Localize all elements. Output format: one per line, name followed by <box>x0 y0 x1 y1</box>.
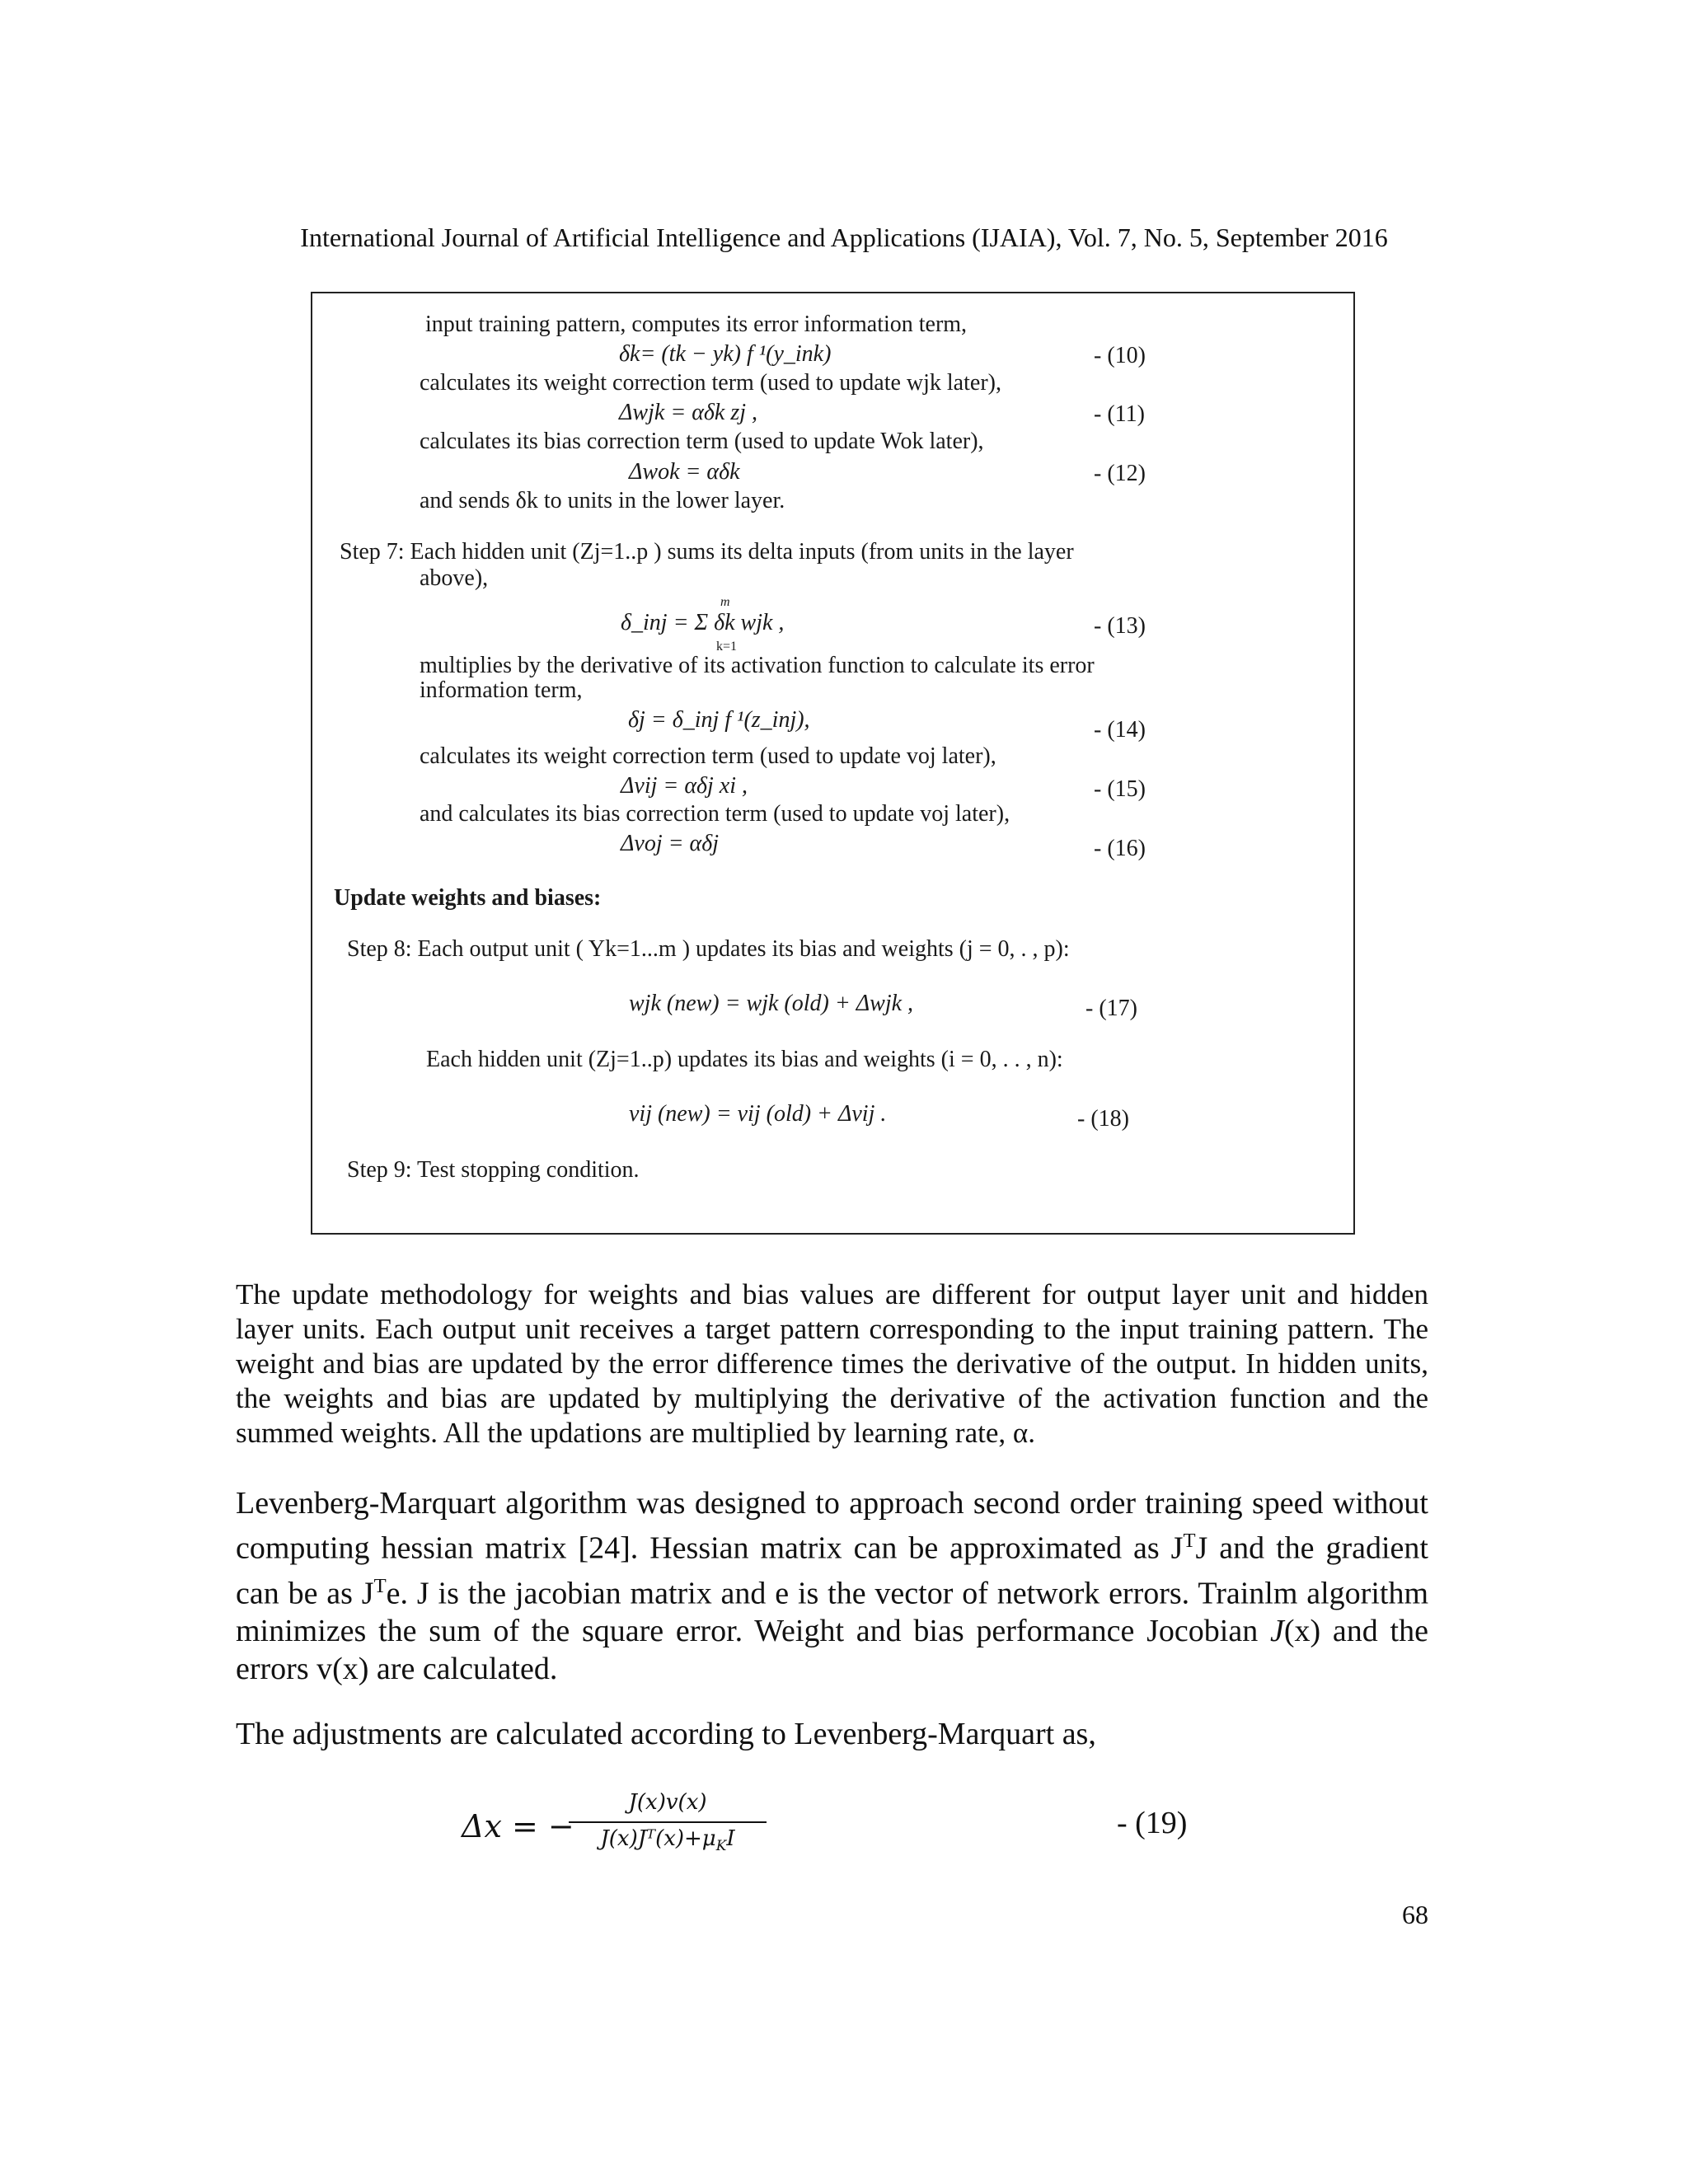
equation-number: - (13) <box>1094 613 1146 639</box>
algo-line: calculates its weight correction term (used to update wjk later), <box>420 370 1001 396</box>
equation-10: δk= (tk − yk) f ¹(y_ink) <box>619 341 832 367</box>
journal-header: International Journal of Artificial Intelligence and Applications (IJAIA), Vol. 7, No. 5, September 2016 <box>300 223 1388 252</box>
fraction-numerator: J(x)v(x) <box>628 1790 707 1815</box>
equation-15: Δvij = αδj xi , <box>621 773 748 799</box>
equation-number: - (15) <box>1094 776 1146 802</box>
sum-upper-limit: m <box>720 595 730 609</box>
algo-line: calculates its bias correction term (used to update Wok later), <box>420 429 984 454</box>
equation-number: - (10) <box>1094 343 1146 368</box>
step-9: Step 9: Test stopping condition. <box>347 1157 640 1183</box>
equation-number: - (14) <box>1094 717 1146 743</box>
page-number: 68 <box>1402 1900 1428 1929</box>
body-paragraph: The update methodology for weights and bias values are different for output layer unit and hidden layer units. Each output unit receives a target pattern corresponding to the input training pattern. The weight and bias are updated by the error difference times the derivative of the output. In hidden units, the weights and bias are updated by multiplying the derivative of the activation function and the summed weights. All the updations are multiplied by learning rate, α. <box>236 1278 1428 1449</box>
algo-line: and sends δk to units in the lower layer. <box>420 488 785 513</box>
sum-lower-limit: k=1 <box>716 640 738 654</box>
equation-19 <box>462 1790 1286 1872</box>
equation-12: Δwok = αδk <box>629 459 740 485</box>
algo-line: input training pattern, computes its error information term, <box>425 312 968 337</box>
equation-number: - (11) <box>1094 401 1145 427</box>
step-8: Step 8: Each output unit ( Yk=1...m ) updates its bias and weights (j = 0, . , p): <box>347 936 1070 962</box>
equation-number: - (19) <box>1117 1806 1188 1840</box>
equation-11: Δwjk = αδk zj , <box>619 400 758 425</box>
hidden-update: Each hidden unit (Zj=1..p) updates its bias and weights (i = 0, . . , n): <box>426 1047 1063 1072</box>
equation-number: - (18) <box>1077 1106 1129 1132</box>
algo-line: above), <box>420 565 489 591</box>
equation-number: - (17) <box>1085 996 1137 1021</box>
algo-line: information term, <box>420 677 583 703</box>
update-heading: Update weights and biases: <box>334 885 602 911</box>
algo-line: and calculates its bias correction term (used to update voj later), <box>420 801 1010 827</box>
equation-13: δ_inj = Σ δk wjk , <box>621 610 785 635</box>
equation-17: wjk (new) = wjk (old) + Δwjk , <box>629 991 914 1016</box>
algo-line: multiplies by the derivative of its activation function to calculate its error <box>420 653 1095 678</box>
equation-number: - (12) <box>1094 461 1146 486</box>
body-paragraph: The adjustments are calculated according to Levenberg-Marquart as, <box>236 1717 1096 1751</box>
fraction-denominator: $J(x)Jᵀ(x)+\mu_KI$ <box>600 1826 735 1854</box>
body-paragraph-lm: Levenberg-Marquart algorithm was designed to approach second order training speed without computing hessian matrix [24]. Hessian matrix can be approximated as $J^TJ$ and the gradient can be as $J^Te$. J is the jacobian matrix and e is the vector of network errors. Trainlm algorithm minimizes the sum of the square error. Weight and bias performance Jocobian J(x) and the errors v(x) are calculated. <box>236 1486 1429 1687</box>
equation-lhs: Δx = − <box>462 1808 574 1844</box>
equation-14: δj = δ_inj f ¹(z_inj), <box>628 707 810 733</box>
step-7: Step 7: Each hidden unit (Zj=1..p ) sums its delta inputs (from units in the layer <box>340 539 1074 565</box>
algo-line: calculates its weight correction term (used to update voj later), <box>420 743 996 769</box>
fraction-bar <box>569 1821 767 1823</box>
equation-number: - (16) <box>1094 836 1146 861</box>
equation-18: vij (new) = vij (old) + Δvij . <box>629 1101 887 1127</box>
algorithm-figure <box>311 292 1355 1235</box>
equation-16: Δvoj = αδj <box>621 831 720 856</box>
